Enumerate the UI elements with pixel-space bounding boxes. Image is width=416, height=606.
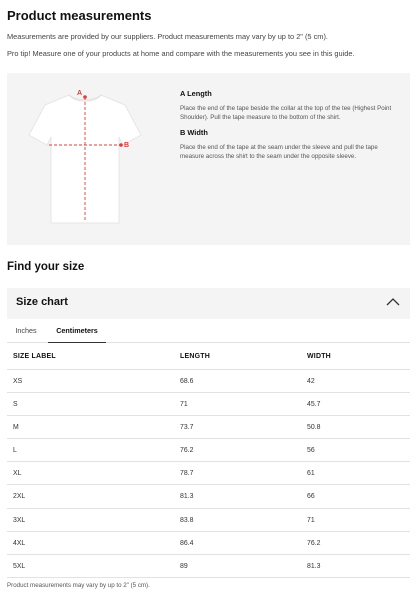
width-cell: 71 — [307, 516, 315, 524]
pro-tip: Pro tip! Measure one of your products at home and compare with the measurements you see in this guide. — [7, 49, 355, 58]
size-cell: XS — [13, 378, 23, 385]
size-cell: 2XL — [13, 493, 26, 501]
chevron-up-icon[interactable] — [386, 297, 400, 306]
size-chart-header[interactable] — [7, 288, 410, 319]
size-chart-footnote: Product measurements may vary by up to 2" (5 cm). — [7, 582, 150, 589]
size-table — [7, 344, 410, 578]
measurement-descriptions — [180, 89, 392, 167]
find-your-size-title: Find your size — [7, 261, 85, 273]
length-cell: 78.7 — [180, 470, 194, 478]
width-cell: 42 — [307, 378, 315, 385]
length-title: A Length — [180, 89, 212, 98]
length-cell: 81.3 — [180, 493, 194, 501]
length-cell: 73.7 — [180, 424, 194, 432]
table-row — [7, 509, 410, 532]
measurements-intro: Measurements are provided by our suppliers. Product measurements may vary by up to 2" (5 cm). — [7, 32, 328, 41]
table-row — [7, 393, 410, 416]
measurement-guide — [7, 73, 410, 245]
width-cell: 45.7 — [307, 401, 321, 409]
table-row — [7, 370, 410, 393]
width-cell: 50.8 — [307, 424, 321, 432]
length-cell: 89 — [180, 562, 188, 570]
product-measurements-title: Product measurements — [7, 8, 152, 23]
marker-a: A — [77, 90, 83, 97]
width-cell: 76.2 — [307, 539, 321, 547]
table-row — [7, 462, 410, 485]
length-cell: 71 — [180, 401, 188, 409]
size-cell: S — [13, 401, 18, 409]
table-header — [7, 344, 410, 370]
length-cell: 76.2 — [180, 447, 194, 455]
length-cell: 83.8 — [180, 516, 194, 524]
width-cell: 66 — [307, 493, 315, 501]
size-cell: 4XL — [13, 539, 26, 547]
width-title: B Width — [180, 128, 208, 137]
size-cell: L — [13, 447, 17, 455]
table-row — [7, 416, 410, 439]
size-cell: 5XL — [13, 562, 26, 570]
length-text: Place the end of the tape beside the collar at the top of the tee (Highest Point Shoulder). Pull the tape measure to the bottom of the shirt. — [180, 105, 392, 121]
width-cell: 61 — [307, 470, 315, 478]
tab-inches[interactable]: Inches — [15, 326, 37, 335]
size-cell: 3XL — [13, 516, 26, 524]
table-row — [7, 555, 410, 578]
tshirt-icon — [25, 87, 145, 227]
header-length: LENGTH — [180, 353, 210, 360]
marker-b: B — [124, 142, 130, 149]
size-cell: M — [13, 424, 19, 432]
table-row — [7, 439, 410, 462]
size-cell: XL — [13, 470, 22, 478]
width-text: Place the end of the tape at the seam under the sleeve and pull the tape measure across the shirt to the seam under the opposite sleeve. — [180, 144, 378, 160]
length-cell: 68.6 — [180, 378, 194, 385]
tshirt-illustration — [25, 87, 145, 227]
table-row — [7, 532, 410, 555]
length-cell: 86.4 — [180, 539, 194, 547]
header-size-label: SIZE LABEL — [13, 353, 56, 360]
tab-centimeters[interactable]: Centimeters — [48, 319, 106, 343]
size-chart-title: Size chart — [16, 296, 68, 308]
width-cell: 81.3 — [307, 562, 321, 570]
header-width: WIDTH — [307, 353, 331, 360]
width-cell: 56 — [307, 447, 315, 455]
table-row — [7, 485, 410, 508]
unit-tabs — [7, 319, 410, 343]
